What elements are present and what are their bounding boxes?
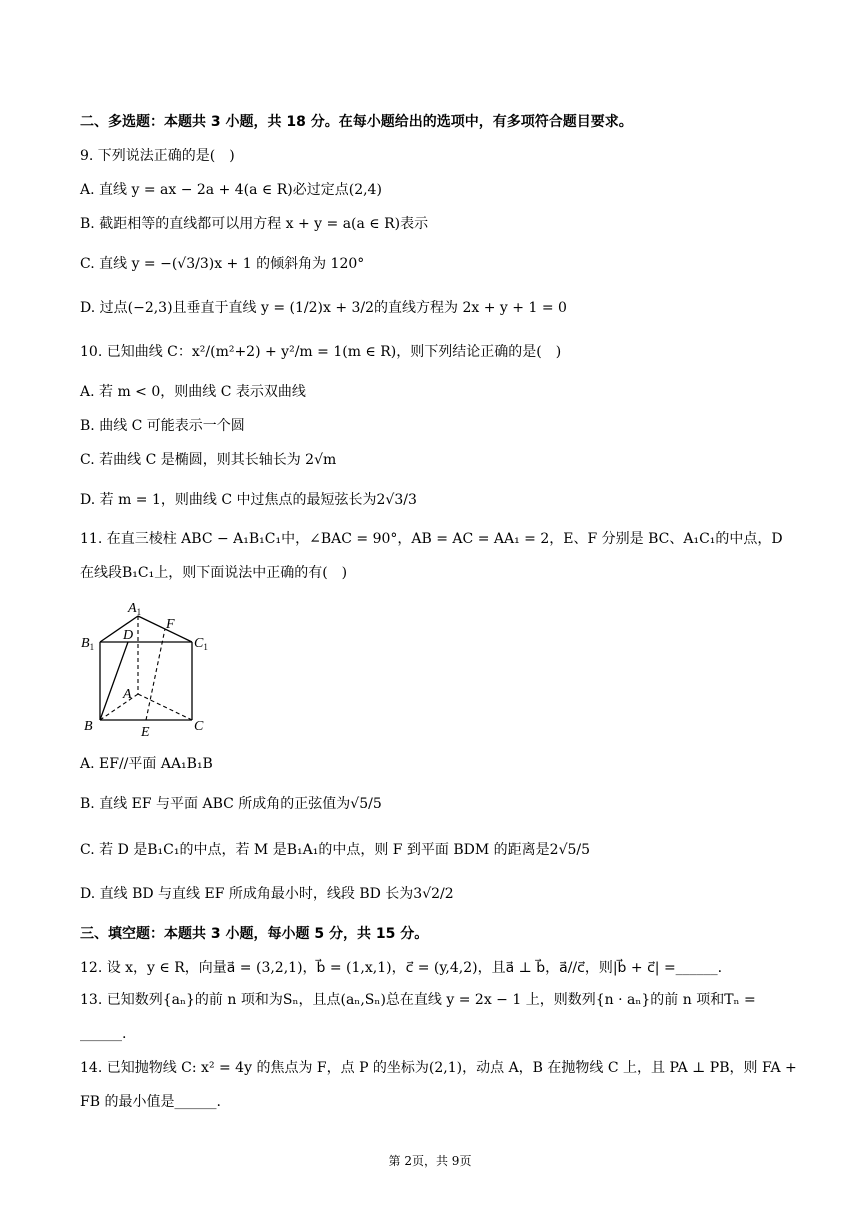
q12-stem: 12. 设 x，y ∈ R，向量a⃗ = (3,2,1)，b⃗ = (1,x,1)，c⃗ = (y,4,2)，且a⃗ ⊥ b⃗，a⃗//c⃗，则|b⃗ + c⃗| =______. (80, 960, 723, 976)
q10-option-d: D. 若 m = 1，则曲线 C 中过焦点的最短弦长为2√3/3 (80, 492, 417, 508)
q10-stem: 10. 已知曲线 C：x²/(m²+2) + y²/m = 1(m ∈ R)，则下列结论正确的是( ) (80, 344, 562, 360)
label-C: C (194, 719, 204, 734)
q11-option-c: C. 若 D 是B₁C₁的中点，若 M 是B₁A₁的中点，则 F 到平面 BDM 的距离是2√5/5 (80, 842, 591, 858)
section2-header: 二、多选题：本题共 3 小题，共 18 分。在每小题给出的选项中，有多项符合题目要求。 (80, 114, 633, 130)
label-C1: $C_1$ (194, 636, 208, 652)
q9-option-b: B. 截距相等的直线都可以用方程 x + y = a(a ∈ R)表示 (80, 216, 429, 232)
q9-stem: 9. 下列说法正确的是( ) (80, 148, 235, 164)
q11-option-d: D. 直线 BD 与直线 EF 所成角最小时，线段 BD 长为3√2/2 (80, 886, 454, 902)
q10-option-a: A. 若 m < 0，则曲线 C 表示双曲线 (80, 384, 306, 400)
q14-stem-line1: 14. 已知抛物线 C: x² = 4y 的焦点为 F，点 P 的坐标为(2,1)，动点 A，B 在抛物线 C 上，且 PA ⊥ PB，则 FA + (80, 1060, 797, 1076)
q10-option-c: C. 若曲线 C 是椭圆，则其长轴长为 2√m (80, 452, 337, 468)
label-B1: $B_1$ (81, 636, 95, 652)
q14-stem-line2: FB 的最小值是______. (80, 1094, 221, 1110)
label-A1: $A_1$ (128, 601, 142, 617)
q11-stem-line2: 在线段B₁C₁上，则下面说法中正确的有( ) (80, 565, 348, 581)
q9-option-a: A. 直线 y = ax − 2a + 4(a ∈ R)必过定点(2,4) (80, 182, 382, 198)
label-E: E (141, 725, 150, 738)
q10-option-b: B. 曲线 C 可能表示一个圆 (80, 418, 245, 434)
q11-option-b: B. 直线 EF 与平面 ABC 所成角的正弦值为√5/5 (80, 796, 382, 812)
section3-header: 三、填空题：本题共 3 小题，每小题 5 分，共 15 分。 (80, 926, 429, 942)
q11-option-a: A. EF//平面 AA₁B₁B (80, 756, 213, 772)
q13-stem-line1: 13. 已知数列{aₙ}的前 n 项和为Sₙ，且点(aₙ,Sₙ)总在直线 y = 2x − 1 上，则数列{n · aₙ}的前 n 项和Tₙ = (80, 992, 756, 1008)
label-F: F (166, 617, 175, 632)
q11-stem-line1: 11. 在直三棱柱 ABC − A₁B₁C₁中，∠BAC = 90°，AB = AC = AA₁ = 2，E、F 分别是 BC、A₁C₁的中点，D (80, 531, 783, 547)
q9-option-c: C. 直线 y = −(√3/3)x + 1 的倾斜角为 120° (80, 256, 365, 272)
page-footer: 第 2页，共 9页 (388, 1154, 472, 1168)
label-B: B (84, 719, 93, 734)
label-D: D (123, 628, 134, 643)
prism-figure (78, 598, 218, 738)
q9-option-d: D. 过点(−2,3)且垂直于直线 y = (1/2)x + 3/2的直线方程为 2x + y + 1 = 0 (80, 300, 567, 316)
q13-stem-line2: ______. (80, 1026, 127, 1042)
label-A: A (123, 687, 132, 702)
